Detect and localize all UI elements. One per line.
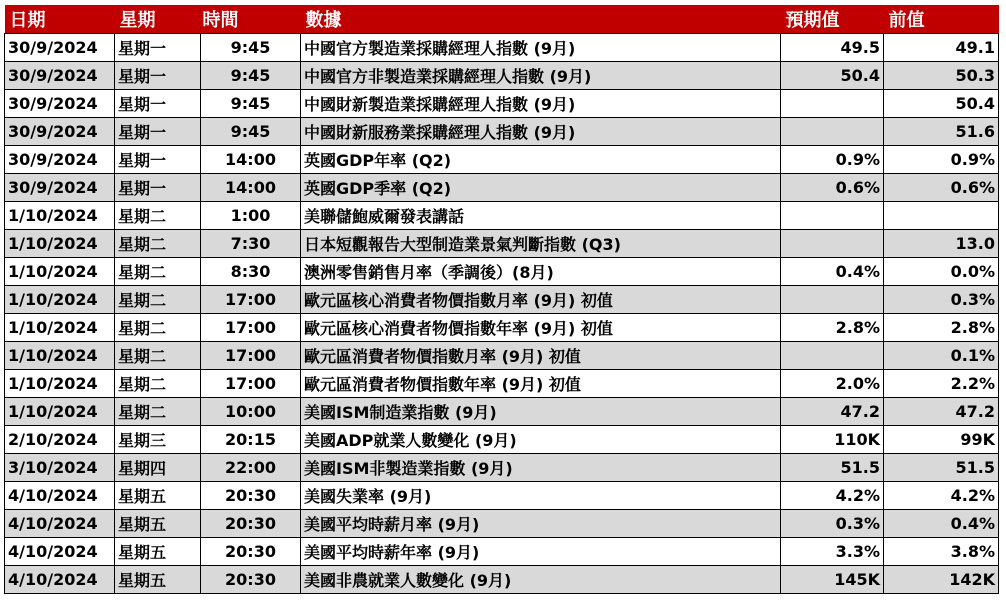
table-row — [5, 258, 999, 286]
row-date: 4/10/2024 — [5, 538, 115, 566]
row-time: 14:00 — [201, 146, 301, 174]
row-previous: 0.3% — [884, 286, 999, 314]
table-row — [5, 34, 999, 62]
row-time: 20:30 — [201, 566, 301, 594]
header-row — [5, 5, 999, 34]
row-date: 30/9/2024 — [5, 118, 115, 146]
header-data: 數據 — [301, 5, 781, 34]
row-day: 星期五 — [115, 510, 201, 538]
row-time: 9:45 — [201, 34, 301, 62]
table-row — [5, 398, 999, 426]
table-row — [5, 90, 999, 118]
row-date: 3/10/2024 — [5, 454, 115, 482]
row-previous: 2.2% — [884, 370, 999, 398]
table-row — [5, 342, 999, 370]
row-forecast: 49.5 — [781, 34, 884, 62]
row-indicator: 中國官方製造業採購經理人指數 (9月) — [301, 34, 781, 62]
row-date: 4/10/2024 — [5, 566, 115, 594]
row-day: 星期五 — [115, 482, 201, 510]
table-row — [5, 202, 999, 230]
row-forecast: 4.2% — [781, 482, 884, 510]
row-day: 星期一 — [115, 34, 201, 62]
row-previous: 51.6 — [884, 118, 999, 146]
row-indicator: 美國ISM制造業指數 (9月) — [301, 398, 781, 426]
row-time: 9:45 — [201, 62, 301, 90]
row-time: 20:15 — [201, 426, 301, 454]
table-row — [5, 286, 999, 314]
row-indicator: 美國非農就業人數變化 (9月) — [301, 566, 781, 594]
row-forecast: 145K — [781, 566, 884, 594]
row-day: 星期四 — [115, 454, 201, 482]
row-previous: 13.0 — [884, 230, 999, 258]
row-previous: 2.8% — [884, 314, 999, 342]
header-previous: 前值 — [884, 5, 999, 34]
row-forecast — [781, 202, 884, 230]
table-row — [5, 230, 999, 258]
header-day: 星期 — [115, 5, 201, 34]
row-day: 星期二 — [115, 230, 201, 258]
table-row — [5, 538, 999, 566]
row-indicator: 日本短觀報告大型制造業景氣判斷指數 (Q3) — [301, 230, 781, 258]
table-row — [5, 426, 999, 454]
row-previous — [884, 202, 999, 230]
row-forecast: 0.9% — [781, 146, 884, 174]
table-row — [5, 314, 999, 342]
row-day: 星期一 — [115, 146, 201, 174]
row-time: 17:00 — [201, 286, 301, 314]
row-indicator: 歐元區消費者物價指數年率 (9月) 初值 — [301, 370, 781, 398]
row-previous: 99K — [884, 426, 999, 454]
row-forecast — [781, 118, 884, 146]
row-forecast: 0.6% — [781, 174, 884, 202]
row-previous: 142K — [884, 566, 999, 594]
row-time: 20:30 — [201, 510, 301, 538]
row-indicator: 英國GDP季率 (Q2) — [301, 174, 781, 202]
row-previous: 47.2 — [884, 398, 999, 426]
row-time: 17:00 — [201, 314, 301, 342]
row-time: 1:00 — [201, 202, 301, 230]
row-date: 30/9/2024 — [5, 90, 115, 118]
row-indicator: 歐元區核心消費者物價指數月率 (9月) 初值 — [301, 286, 781, 314]
table-row — [5, 482, 999, 510]
row-date: 4/10/2024 — [5, 510, 115, 538]
row-time: 9:45 — [201, 118, 301, 146]
table-row — [5, 454, 999, 482]
row-time: 22:00 — [201, 454, 301, 482]
header-forecast: 預期值 — [781, 5, 884, 34]
row-forecast: 3.3% — [781, 538, 884, 566]
row-previous: 0.0% — [884, 258, 999, 286]
row-indicator: 歐元區核心消費者物價指數年率 (9月) 初值 — [301, 314, 781, 342]
row-day: 星期二 — [115, 398, 201, 426]
row-date: 30/9/2024 — [5, 34, 115, 62]
row-date: 1/10/2024 — [5, 342, 115, 370]
row-day: 星期一 — [115, 174, 201, 202]
row-day: 星期二 — [115, 314, 201, 342]
row-forecast — [781, 230, 884, 258]
row-day: 星期五 — [115, 566, 201, 594]
row-forecast: 0.3% — [781, 510, 884, 538]
table-row — [5, 146, 999, 174]
row-previous: 49.1 — [884, 34, 999, 62]
row-previous: 50.3 — [884, 62, 999, 90]
row-forecast — [781, 90, 884, 118]
row-day: 星期二 — [115, 286, 201, 314]
row-date: 30/9/2024 — [5, 62, 115, 90]
row-day: 星期三 — [115, 426, 201, 454]
row-indicator: 美國ISM非製造業指數 (9月) — [301, 454, 781, 482]
header-date: 日期 — [5, 5, 115, 34]
row-date: 1/10/2024 — [5, 202, 115, 230]
row-forecast — [781, 342, 884, 370]
row-time: 20:30 — [201, 482, 301, 510]
row-previous: 50.4 — [884, 90, 999, 118]
row-date: 1/10/2024 — [5, 258, 115, 286]
row-date: 1/10/2024 — [5, 370, 115, 398]
row-time: 9:45 — [201, 90, 301, 118]
row-day: 星期二 — [115, 370, 201, 398]
row-indicator: 中國財新服務業採購經理人指數 (9月) — [301, 118, 781, 146]
row-day: 星期二 — [115, 342, 201, 370]
row-indicator: 歐元區消費者物價指數月率 (9月) 初值 — [301, 342, 781, 370]
row-forecast: 0.4% — [781, 258, 884, 286]
row-date: 30/9/2024 — [5, 174, 115, 202]
row-date: 1/10/2024 — [5, 230, 115, 258]
row-forecast — [781, 286, 884, 314]
row-day: 星期二 — [115, 258, 201, 286]
row-previous: 3.8% — [884, 538, 999, 566]
row-indicator: 美國平均時薪月率 (9月) — [301, 510, 781, 538]
row-time: 17:00 — [201, 342, 301, 370]
table-row — [5, 510, 999, 538]
row-previous: 0.1% — [884, 342, 999, 370]
row-indicator: 澳洲零售銷售月率（季調後）(8月) — [301, 258, 781, 286]
row-time: 17:00 — [201, 370, 301, 398]
table-row — [5, 566, 999, 594]
row-previous: 4.2% — [884, 482, 999, 510]
row-forecast: 110K — [781, 426, 884, 454]
row-forecast: 2.0% — [781, 370, 884, 398]
table-row — [5, 118, 999, 146]
row-previous: 0.9% — [884, 146, 999, 174]
row-date: 4/10/2024 — [5, 482, 115, 510]
row-forecast: 47.2 — [781, 398, 884, 426]
header-time: 時間 — [201, 5, 301, 34]
row-date: 1/10/2024 — [5, 398, 115, 426]
row-day: 星期一 — [115, 62, 201, 90]
row-time: 8:30 — [201, 258, 301, 286]
row-time: 10:00 — [201, 398, 301, 426]
row-date: 1/10/2024 — [5, 314, 115, 342]
row-time: 7:30 — [201, 230, 301, 258]
row-indicator: 英國GDP年率 (Q2) — [301, 146, 781, 174]
row-previous: 0.4% — [884, 510, 999, 538]
table-row — [5, 174, 999, 202]
row-indicator: 中國官方非製造業採購經理人指數 (9月) — [301, 62, 781, 90]
table-body — [5, 34, 999, 594]
row-indicator: 美國ADP就業人數變化 (9月) — [301, 426, 781, 454]
row-indicator: 美聯儲鮑威爾發表講話 — [301, 202, 781, 230]
table-row — [5, 62, 999, 90]
row-indicator: 美國平均時薪年率 (9月) — [301, 538, 781, 566]
row-date: 1/10/2024 — [5, 286, 115, 314]
economic-calendar-table — [4, 5, 999, 594]
row-day: 星期一 — [115, 90, 201, 118]
row-day: 星期五 — [115, 538, 201, 566]
row-indicator: 美國失業率 (9月) — [301, 482, 781, 510]
row-indicator: 中國財新製造業採購經理人指數 (9月) — [301, 90, 781, 118]
row-previous: 0.6% — [884, 174, 999, 202]
row-previous: 51.5 — [884, 454, 999, 482]
row-forecast: 2.8% — [781, 314, 884, 342]
row-time: 14:00 — [201, 174, 301, 202]
row-date: 2/10/2024 — [5, 426, 115, 454]
row-forecast: 51.5 — [781, 454, 884, 482]
row-day: 星期二 — [115, 202, 201, 230]
row-forecast: 50.4 — [781, 62, 884, 90]
row-time: 20:30 — [201, 538, 301, 566]
row-day: 星期一 — [115, 118, 201, 146]
table-row — [5, 370, 999, 398]
row-date: 30/9/2024 — [5, 146, 115, 174]
